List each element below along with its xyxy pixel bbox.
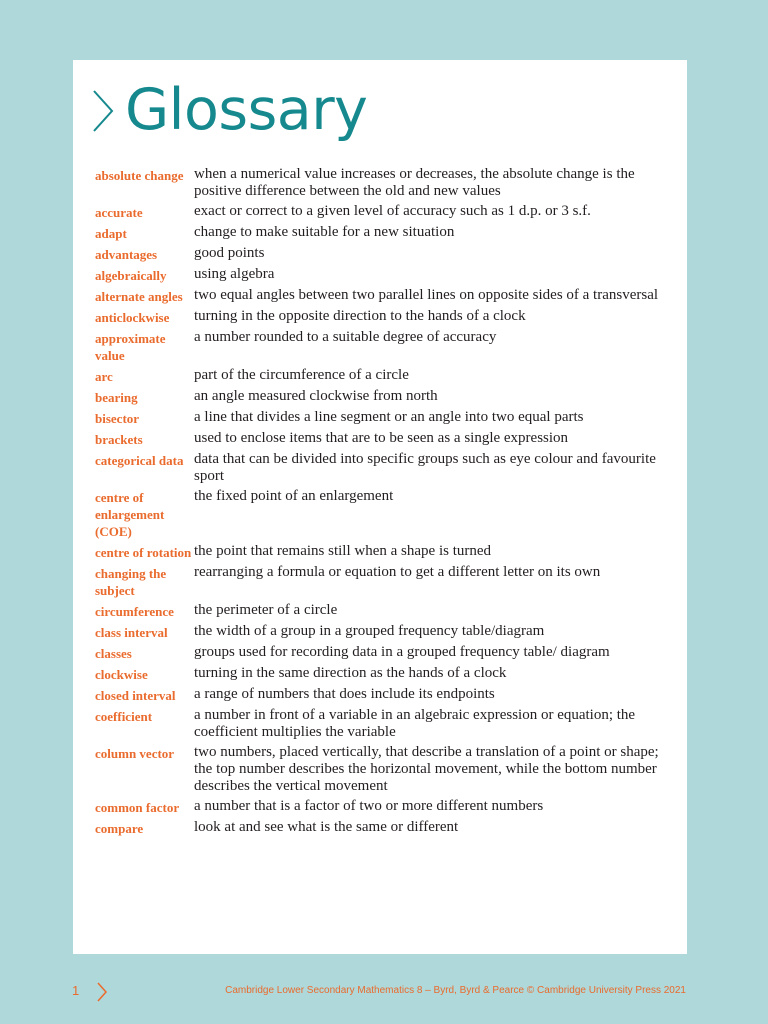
glossary-term: bisector	[95, 411, 140, 426]
glossary-definition: look at and see what is the same or different	[194, 819, 459, 835]
glossary-definition: turning in the opposite direction to the hands of a clock	[194, 308, 526, 324]
glossary-term: bearing	[95, 390, 138, 405]
glossary-definition: the width of a group in a grouped frequency table/diagram	[194, 623, 545, 639]
title-row	[91, 77, 368, 143]
glossary-term: clockwise	[95, 667, 148, 682]
glossary-term: advantages	[95, 247, 158, 262]
glossary-entry	[95, 266, 680, 284]
glossary-entry	[95, 623, 680, 641]
glossary-term: classes	[95, 646, 132, 661]
glossary-term: absolute change	[95, 168, 184, 183]
glossary-entry	[95, 744, 680, 795]
glossary-entry	[95, 388, 680, 406]
glossary-definition: a number rounded to a suitable degree of accuracy	[194, 329, 497, 345]
glossary-entry	[95, 686, 680, 704]
glossary-definition: good points	[194, 245, 265, 261]
glossary-definition: the perimeter of a circle	[194, 602, 338, 618]
glossary-definition: a number in front of a variable in an algebraic expression or equation; the coefficient multiplies the variable	[194, 707, 636, 740]
glossary-definition: groups used for recording data in a grouped frequency table/ diagram	[194, 644, 610, 660]
glossary-term: accurate	[95, 205, 143, 220]
glossary-term: centre of enlargement (COE)	[95, 490, 165, 539]
page-number: 1	[72, 983, 80, 998]
glossary-term: class interval	[95, 625, 168, 640]
glossary-entry	[95, 488, 680, 540]
glossary-term: alternate angles	[95, 289, 183, 304]
glossary-entry	[95, 665, 680, 683]
glossary-definition: two numbers, placed vertically, that describe a translation of a point or shape; the top number describes the horizontal movement, while the bottom number describes the vertical movement	[194, 744, 659, 794]
glossary-term: closed interval	[95, 688, 176, 703]
glossary-entry	[95, 166, 680, 200]
glossary-definition: rearranging a formula or equation to get a different letter on its own	[194, 564, 601, 580]
glossary-page	[73, 60, 687, 954]
glossary-term: column vector	[95, 746, 175, 761]
glossary-entry	[95, 451, 680, 485]
glossary-entry	[95, 308, 680, 326]
glossary-entry	[95, 367, 680, 385]
glossary-definition: an angle measured clockwise from north	[194, 388, 438, 404]
glossary-definition: the point that remains still when a shape is turned	[194, 543, 492, 559]
glossary-term: approximate value	[95, 331, 166, 363]
glossary-definition: part of the circumference of a circle	[194, 367, 409, 383]
chevron-right-icon	[96, 981, 108, 1003]
glossary-entry	[95, 798, 680, 816]
glossary-entry	[95, 409, 680, 427]
glossary-entry	[95, 819, 680, 837]
glossary-definition: a number that is a factor of two or more different numbers	[194, 798, 544, 814]
glossary-term: common factor	[95, 800, 180, 815]
glossary-definition: change to make suitable for a new situation	[194, 224, 455, 240]
glossary-term: brackets	[95, 432, 143, 447]
glossary-term: coefficient	[95, 709, 153, 724]
glossary-definition: exact or correct to a given level of accuracy such as 1 d.p. or 3 s.f.	[194, 203, 591, 219]
glossary-definition: a line that divides a line segment or an angle into two equal parts	[194, 409, 584, 425]
footer-credit: Cambridge Lower Secondary Mathematics 8 – Byrd, Byrd & Pearce © Cambridge University Press 2021	[225, 985, 686, 996]
glossary-term: anticlockwise	[95, 310, 170, 325]
chevron-right-icon	[91, 87, 115, 135]
glossary-entry	[95, 203, 680, 221]
glossary-definition: two equal angles between two parallel lines on opposite sides of a transversal	[194, 287, 659, 303]
glossary-entry	[95, 287, 680, 305]
glossary-entry	[95, 602, 680, 620]
glossary-term: changing the subject	[95, 566, 167, 598]
glossary-term: categorical data	[95, 453, 184, 468]
glossary-definition: when a numerical value increases or decreases, the absolute change is the positive difference between the old and new values	[194, 166, 635, 199]
glossary-entry	[95, 543, 680, 561]
glossary-term: centre of rotation	[95, 545, 192, 560]
glossary-entry	[95, 430, 680, 448]
glossary-entry	[95, 564, 680, 599]
glossary-entry	[95, 245, 680, 263]
glossary-entry	[95, 224, 680, 242]
glossary-term: arc	[95, 369, 113, 384]
glossary-term: algebraically	[95, 268, 167, 283]
glossary-definition: using algebra	[194, 266, 275, 282]
glossary-definition: the fixed point of an enlargement	[194, 488, 394, 504]
glossary-list	[95, 166, 680, 840]
glossary-term: circumference	[95, 604, 174, 619]
glossary-term: compare	[95, 821, 144, 836]
glossary-definition: data that can be divided into specific groups such as eye colour and favourite sport	[194, 451, 656, 484]
page-title: Glossary	[125, 77, 368, 143]
glossary-definition: used to enclose items that are to be seen as a single expression	[194, 430, 569, 446]
glossary-entry	[95, 707, 680, 741]
glossary-term: adapt	[95, 226, 127, 241]
glossary-entry	[95, 644, 680, 662]
glossary-entry	[95, 329, 680, 364]
glossary-definition: turning in the same direction as the hands of a clock	[194, 665, 507, 681]
glossary-definition: a range of numbers that does include its endpoints	[194, 686, 495, 702]
